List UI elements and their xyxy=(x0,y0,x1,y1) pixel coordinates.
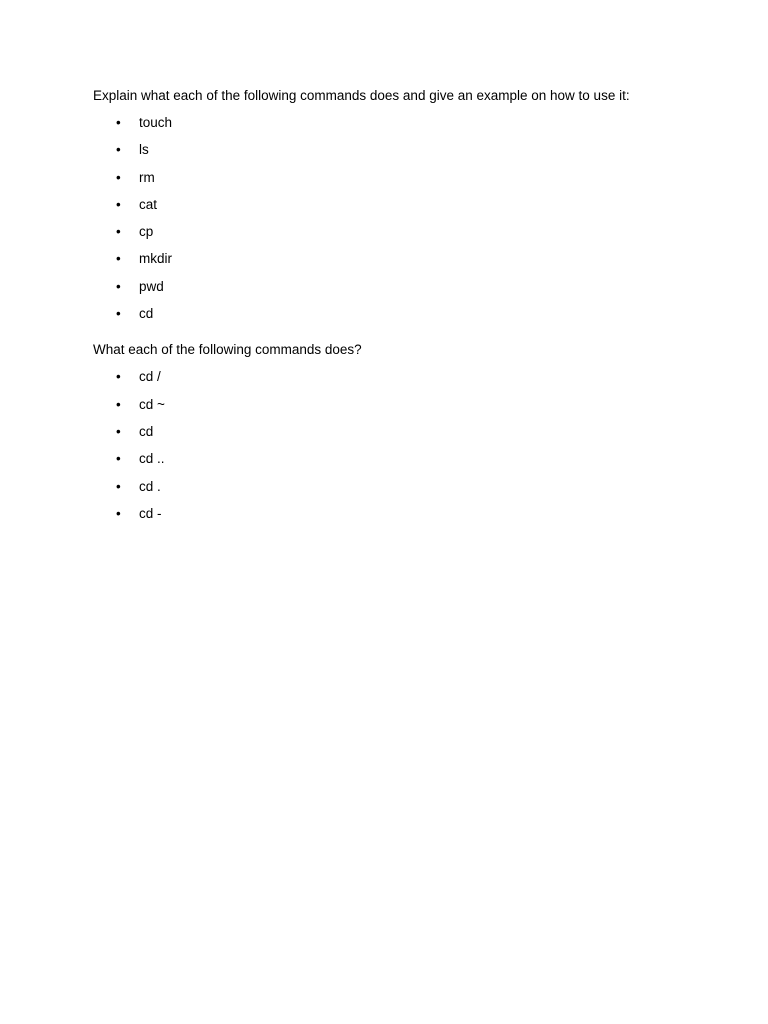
command-name: cd / xyxy=(139,369,161,385)
command-name: touch xyxy=(139,115,173,130)
bullet-icon: • xyxy=(116,169,121,185)
bullet-icon: • xyxy=(116,505,121,521)
list-item xyxy=(93,113,713,140)
list-item xyxy=(93,277,713,304)
list-item xyxy=(93,304,713,331)
bullet-icon: • xyxy=(116,451,121,467)
command-name: cd xyxy=(139,423,154,439)
bullet-icon: • xyxy=(116,224,121,240)
bullet-icon: • xyxy=(116,369,121,385)
command-name: cd ~ xyxy=(139,396,165,412)
command-name: cp xyxy=(139,224,154,240)
bullet-icon: • xyxy=(116,478,121,494)
bullet-icon: • xyxy=(116,115,121,130)
bullet-icon: • xyxy=(116,251,121,267)
command-name: cd .. xyxy=(139,451,165,467)
command-name: cd . xyxy=(139,478,161,494)
document-body xyxy=(93,86,713,531)
list-item xyxy=(93,367,713,394)
bullet-icon: • xyxy=(116,306,121,322)
list-item xyxy=(93,395,713,422)
bullet-icon: • xyxy=(116,423,121,439)
bullet-icon: • xyxy=(116,396,121,412)
list-item xyxy=(93,222,713,249)
bullet-icon: • xyxy=(116,278,121,294)
list-item xyxy=(93,168,713,195)
section-2-prompt: What each of the following commands does? xyxy=(93,342,362,358)
list-item xyxy=(93,195,713,222)
list-item xyxy=(93,504,713,531)
command-name: cd xyxy=(139,306,154,322)
command-name: rm xyxy=(139,169,155,185)
command-name: mkdir xyxy=(139,251,172,267)
list-item xyxy=(93,249,713,276)
list-item xyxy=(93,422,713,449)
command-name: ls xyxy=(139,142,149,158)
bullet-icon: • xyxy=(116,142,121,158)
section-2-command-list xyxy=(93,367,713,531)
command-name: cd - xyxy=(139,505,162,521)
bullet-icon: • xyxy=(116,196,121,212)
command-name: cat xyxy=(139,196,158,212)
command-name: pwd xyxy=(139,278,164,294)
section-1-command-list xyxy=(93,113,713,331)
list-item xyxy=(93,477,713,504)
section-1-prompt: Explain what each of the following commands does and give an example on how to use it: xyxy=(93,88,630,103)
list-item xyxy=(93,449,713,476)
list-item xyxy=(93,140,713,167)
